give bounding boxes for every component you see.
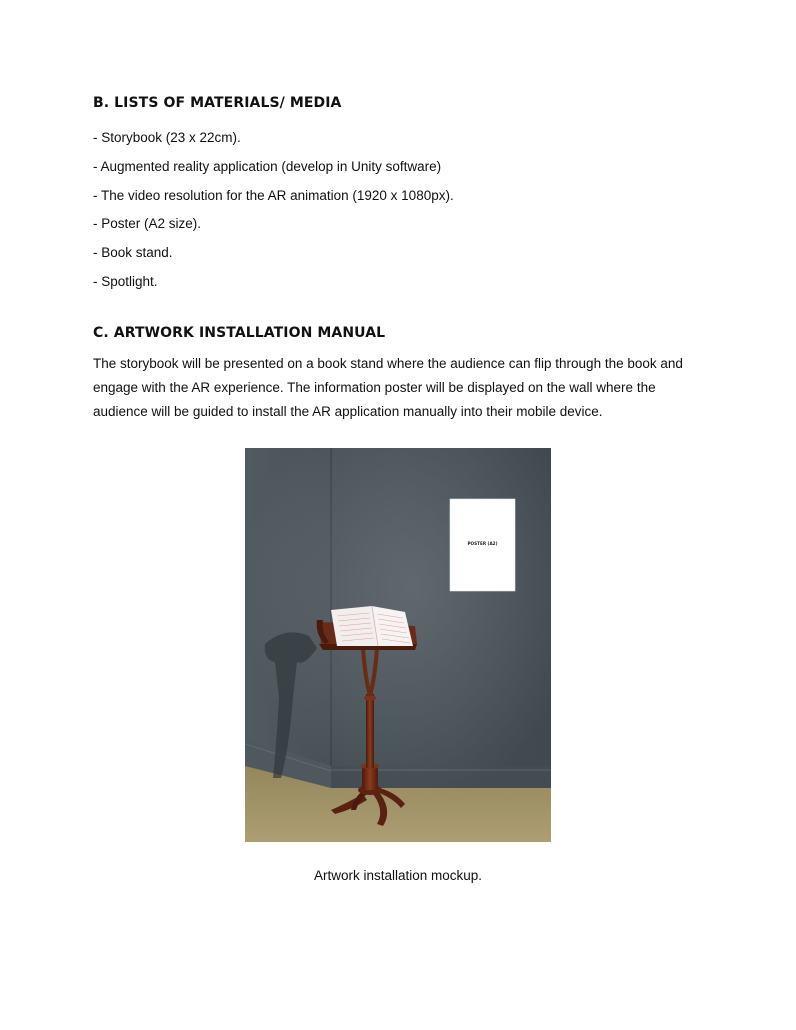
storybook bbox=[331, 606, 413, 646]
mockup-illustration bbox=[245, 448, 551, 842]
materials-list-item: - Poster (A2 size). bbox=[93, 216, 202, 232]
section-c-heading: C. ARTWORK INSTALLATION MANUAL bbox=[93, 325, 386, 341]
poster-label: POSTER (A2) bbox=[467, 541, 498, 546]
materials-list-item: - Book stand. bbox=[93, 245, 173, 261]
materials-list-item: - The video resolution for the AR animation (1920 x 1080px). bbox=[93, 187, 454, 203]
figure-caption: Artwork installation mockup. bbox=[313, 868, 483, 883]
materials-list-item: - Augmented reality application (develop in Unity software) bbox=[93, 158, 442, 174]
installation-mockup-image bbox=[245, 448, 551, 842]
section-b-heading: B. LISTS OF MATERIALS/ MEDIA bbox=[93, 95, 342, 111]
installation-paragraph: The storybook will be presented on a book stand where the audience can flip through the book and engage with the AR experience. The information poster will be displayed on the wall where the audience will be guided to install the AR application manually into their mobile device. bbox=[93, 356, 683, 420]
materials-list-item: - Storybook (23 x 22cm). bbox=[93, 130, 241, 145]
materials-list bbox=[93, 124, 454, 297]
materials-list-item: - Spotlight. bbox=[93, 273, 158, 289]
poster bbox=[450, 499, 515, 591]
